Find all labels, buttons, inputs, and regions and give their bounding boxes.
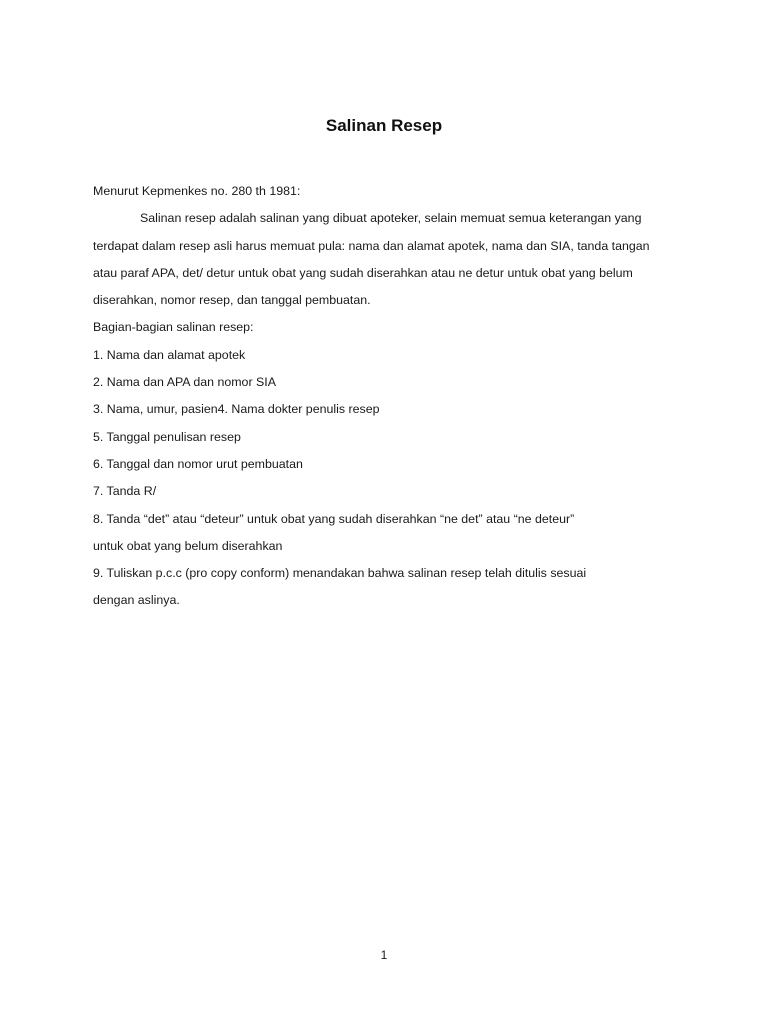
list-item-9: 9. Tuliskan p.c.c (pro copy conform) menandakan bahwa salinan resep telah ditulis sesuai bbox=[93, 566, 587, 581]
list-item-8: 8. Tanda “det” atau “deteur” untuk obat yang sudah diserahkan “ne det” atau “ne deteur” bbox=[93, 511, 575, 526]
document-body bbox=[93, 178, 683, 615]
list-item-1: 1. Nama dan alamat apotek bbox=[93, 347, 246, 362]
list-item-9-continued: dengan aslinya. bbox=[93, 593, 180, 608]
paragraph-line-3: atau paraf APA, det/ detur untuk obat yang sudah diserahkan atau ne detur untuk obat yang belum bbox=[93, 265, 633, 280]
list-item-5: 5. Tanggal penulisan resep bbox=[93, 429, 241, 444]
intro-line: Menurut Kepmenkes no. 280 th 1981: bbox=[93, 184, 301, 198]
page-number: 1 bbox=[380, 948, 388, 962]
paragraph-line-1: Salinan resep adalah salinan yang dibuat apoteker, selain memuat semua keterangan yang bbox=[140, 211, 642, 226]
list-item-6: 6. Tanggal dan nomor urut pembuatan bbox=[93, 456, 303, 471]
list-item-3: 3. Nama, umur, pasien4. Nama dokter penulis resep bbox=[93, 402, 380, 417]
list-item-7: 7. Tanda R/ bbox=[93, 484, 157, 499]
list-heading: Bagian-bagian salinan resep: bbox=[93, 320, 254, 335]
list-item-2: 2. Nama dan APA dan nomor SIA bbox=[93, 375, 276, 390]
list-item-8-continued: untuk obat yang belum diserahkan bbox=[93, 538, 283, 553]
paragraph-line-4: diserahkan, nomor resep, dan tanggal pembuatan. bbox=[93, 293, 371, 308]
paragraph-line-2: terdapat dalam resep asli harus memuat pula: nama dan alamat apotek, nama dan SIA, tanda tangan bbox=[93, 238, 650, 253]
document-title: Salinan Resep bbox=[325, 116, 443, 135]
